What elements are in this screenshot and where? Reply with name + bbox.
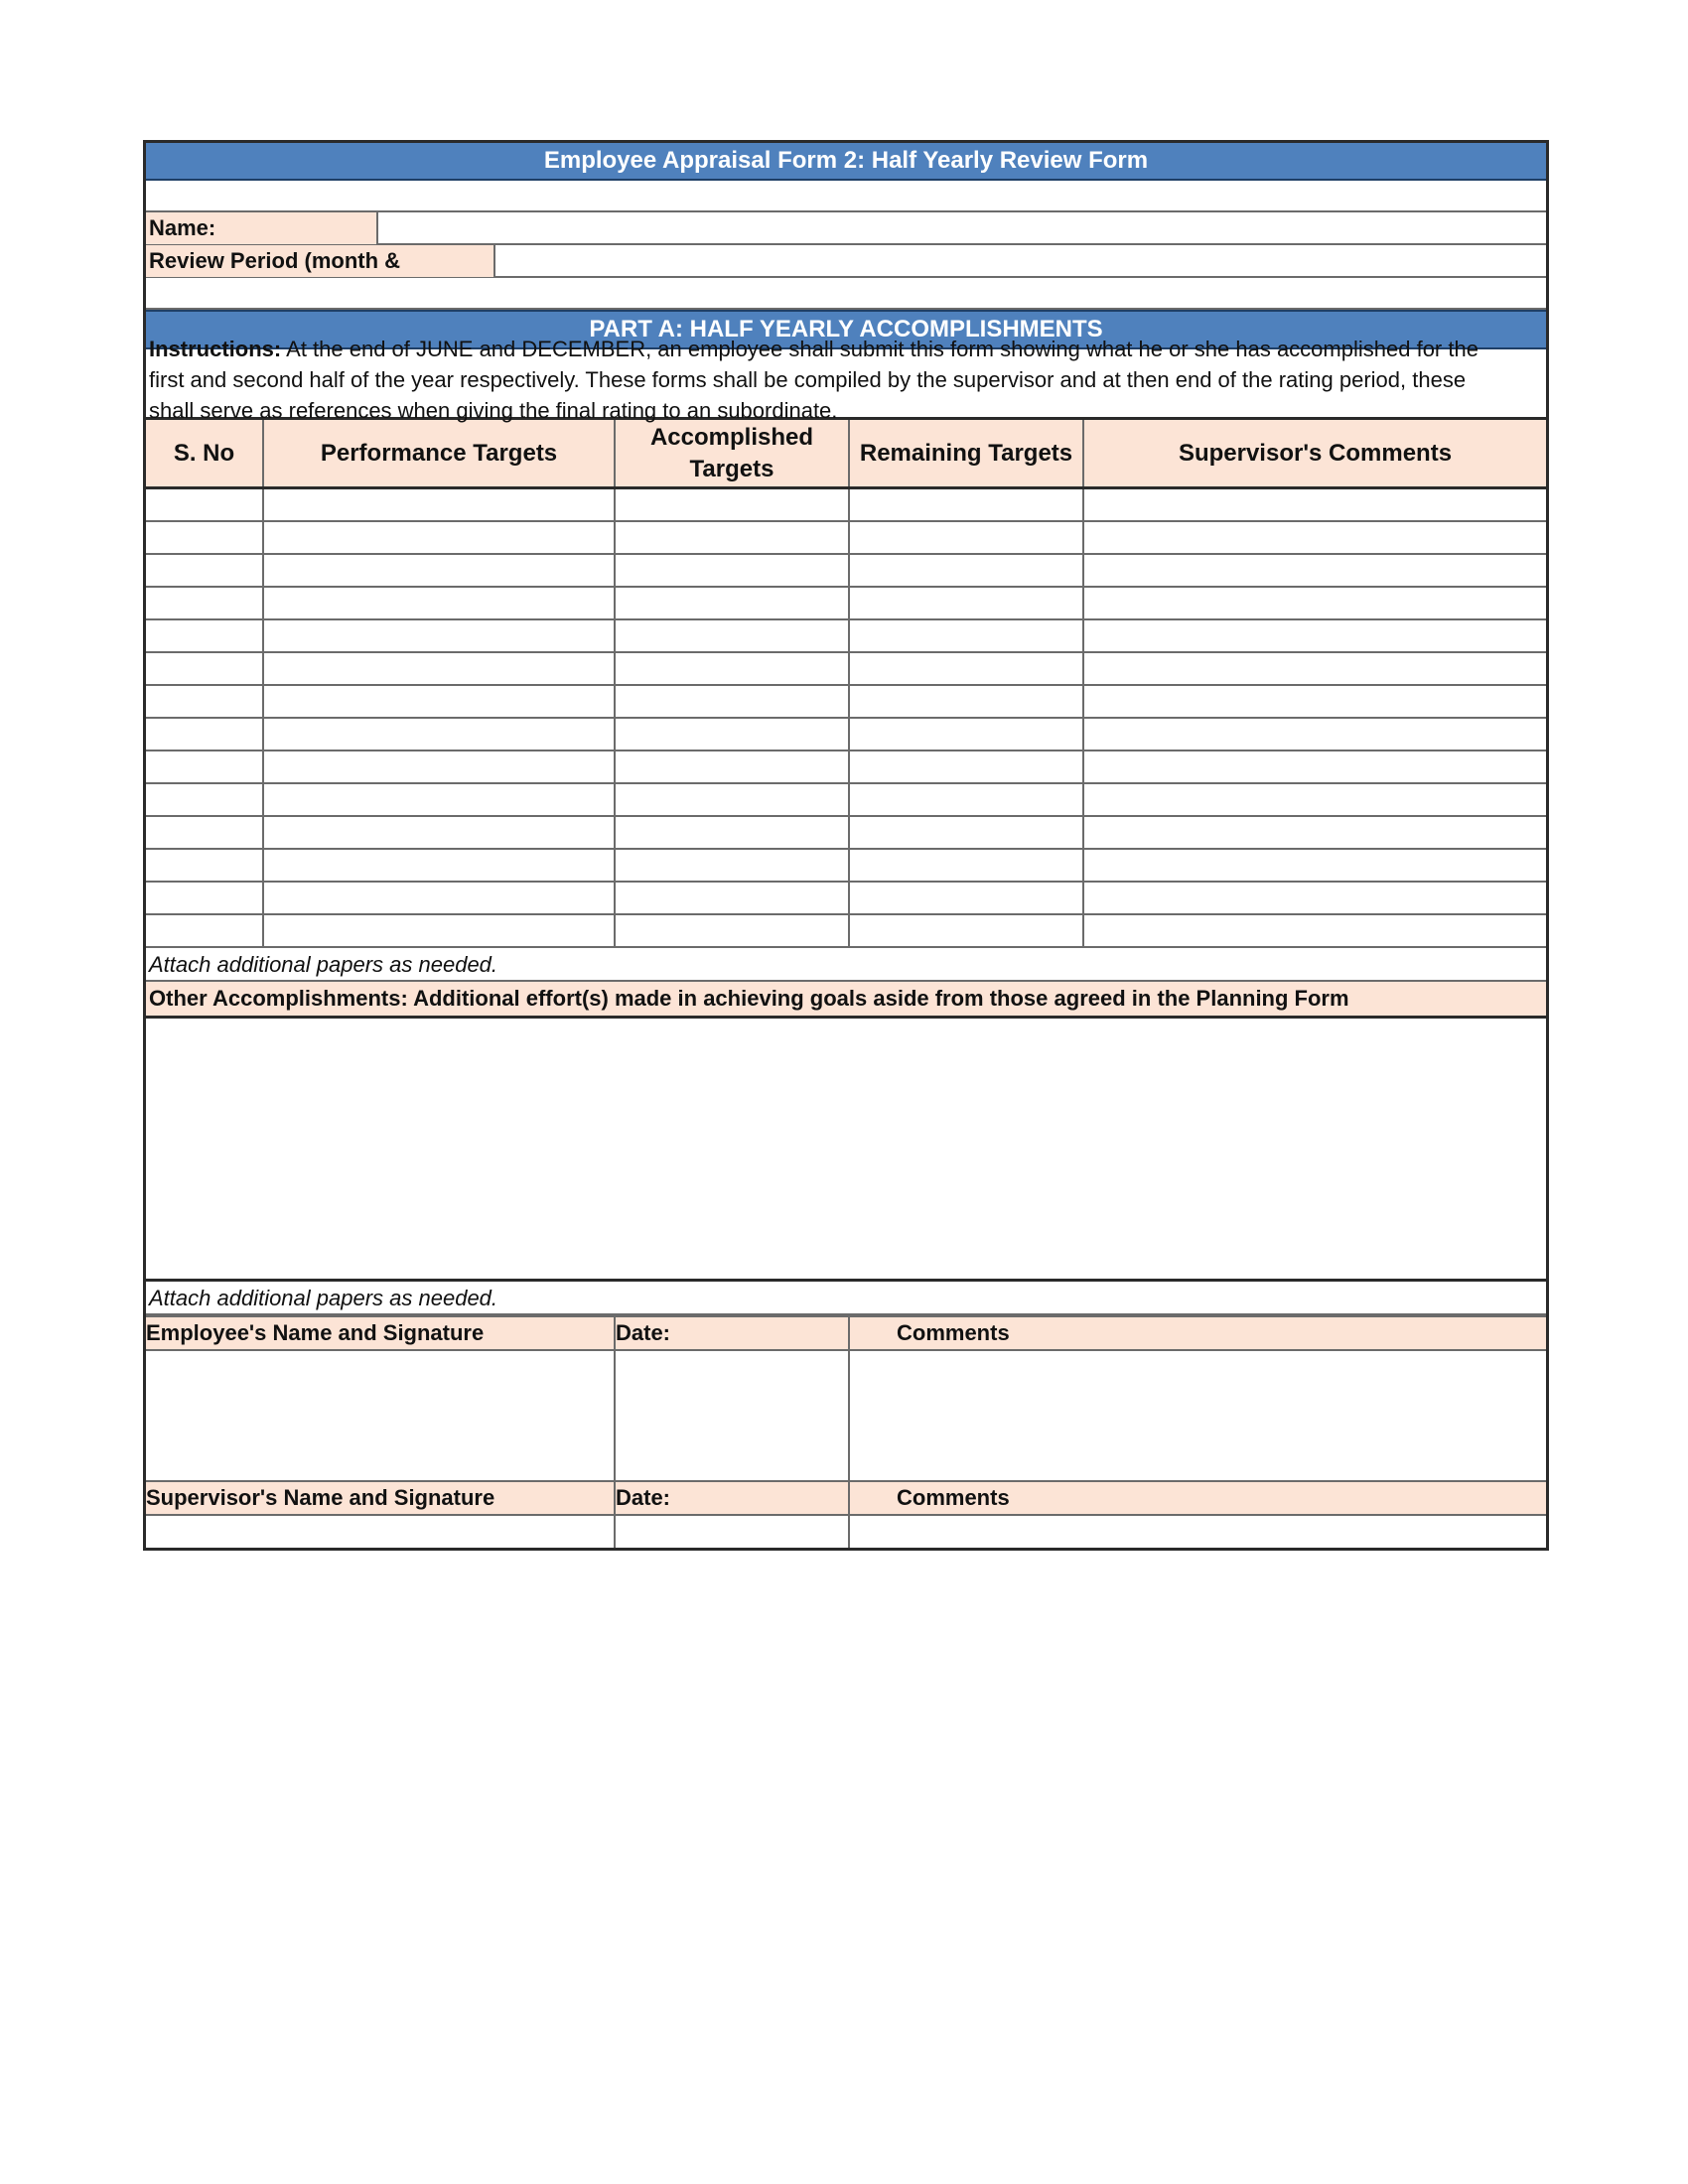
employee-signature-label: Employee's Name and Signature <box>146 1316 615 1350</box>
table-row <box>146 882 1546 914</box>
sno-cell[interactable] <box>146 783 263 816</box>
accomplished-target-cell[interactable] <box>615 751 849 783</box>
supervisor-signature-field[interactable] <box>146 1515 615 1548</box>
table-row <box>146 685 1546 718</box>
accomplished-target-cell[interactable] <box>615 718 849 751</box>
sno-cell[interactable] <box>146 554 263 587</box>
sno-cell[interactable] <box>146 882 263 914</box>
instructions-text: At the end of JUNE and DECEMBER, an employee shall submit this form showing what he or she has accomplished for the first and second half of the year respectively. These forms shall be compiled by the supervisor and at then end of the rating period, these shall serve as references when giving the final rating to an subordinate. <box>149 337 1478 423</box>
attach-note-1: Attach additional papers as needed. <box>146 948 1546 982</box>
sno-cell[interactable] <box>146 718 263 751</box>
col-supervisor-comments-header: Supervisor's Comments <box>1083 419 1546 488</box>
table-row <box>146 652 1546 685</box>
table-row <box>146 914 1546 947</box>
instructions-label: Instructions: <box>149 337 282 361</box>
employee-signature-header <box>146 1316 1546 1350</box>
remaining-target-cell[interactable] <box>849 619 1083 652</box>
sno-cell[interactable] <box>146 685 263 718</box>
supervisor-comment-cell[interactable] <box>1083 521 1546 554</box>
remaining-target-cell[interactable] <box>849 849 1083 882</box>
performance-target-cell[interactable] <box>263 587 615 619</box>
supervisor-date-label: Date: <box>615 1481 849 1515</box>
table-row <box>146 718 1546 751</box>
performance-target-cell[interactable] <box>263 718 615 751</box>
accomplished-target-cell[interactable] <box>615 914 849 947</box>
table-header-row <box>146 419 1546 488</box>
spacer-row <box>146 181 1546 212</box>
remaining-target-cell[interactable] <box>849 882 1083 914</box>
table-row <box>146 554 1546 587</box>
supervisor-comment-cell[interactable] <box>1083 718 1546 751</box>
table-row <box>146 587 1546 619</box>
col-accomplished-targets-header: Accomplished Targets <box>615 419 849 488</box>
employee-date-label: Date: <box>615 1316 849 1350</box>
remaining-target-cell[interactable] <box>849 521 1083 554</box>
performance-target-cell[interactable] <box>263 488 615 521</box>
supervisor-comment-cell[interactable] <box>1083 652 1546 685</box>
table-row <box>146 521 1546 554</box>
sno-cell[interactable] <box>146 751 263 783</box>
table-row <box>146 783 1546 816</box>
appraisal-form <box>143 140 1549 1551</box>
supervisor-comments-field[interactable] <box>849 1515 1546 1548</box>
review-period-label: Review Period (month & <box>146 245 495 277</box>
supervisor-comment-cell[interactable] <box>1083 783 1546 816</box>
employee-comments-field[interactable] <box>849 1350 1546 1481</box>
review-period-row <box>146 245 1546 278</box>
table-row <box>146 816 1546 849</box>
supervisor-comment-cell[interactable] <box>1083 816 1546 849</box>
table-row <box>146 751 1546 783</box>
targets-table <box>146 417 1546 948</box>
sno-cell[interactable] <box>146 849 263 882</box>
remaining-target-cell[interactable] <box>849 587 1083 619</box>
remaining-target-cell[interactable] <box>849 816 1083 849</box>
other-accomplishments-header: Other Accomplishments: Additional effort(s) made in achieving goals aside from those agreed in the Planning Form <box>146 982 1546 1019</box>
sno-cell[interactable] <box>146 652 263 685</box>
sno-cell[interactable] <box>146 619 263 652</box>
remaining-target-cell[interactable] <box>849 488 1083 521</box>
accomplished-target-cell[interactable] <box>615 521 849 554</box>
sno-cell[interactable] <box>146 521 263 554</box>
remaining-target-cell[interactable] <box>849 751 1083 783</box>
part-a-title: PART A: HALF YEARLY ACCOMPLISHMENTS <box>146 310 1546 349</box>
employee-date-field[interactable] <box>615 1350 849 1481</box>
performance-target-cell[interactable] <box>263 751 615 783</box>
accomplished-target-cell[interactable] <box>615 816 849 849</box>
accomplished-target-cell[interactable] <box>615 882 849 914</box>
performance-target-cell[interactable] <box>263 783 615 816</box>
supervisor-comment-cell[interactable] <box>1083 619 1546 652</box>
supervisor-signature-label: Supervisor's Name and Signature <box>146 1481 615 1515</box>
performance-target-cell[interactable] <box>263 521 615 554</box>
supervisor-comment-cell[interactable] <box>1083 882 1546 914</box>
table-row <box>146 488 1546 521</box>
table-row <box>146 619 1546 652</box>
employee-signature-field[interactable] <box>146 1350 615 1481</box>
other-accomplishments-field[interactable] <box>146 1019 1546 1282</box>
performance-target-cell[interactable] <box>263 619 615 652</box>
supervisor-comment-cell[interactable] <box>1083 488 1546 521</box>
accomplished-target-cell[interactable] <box>615 783 849 816</box>
col-sno-header: S. No <box>146 419 263 488</box>
instructions <box>146 337 1546 423</box>
accomplished-target-cell[interactable] <box>615 685 849 718</box>
supervisor-comments-label: Comments <box>849 1481 1546 1515</box>
accomplished-target-cell[interactable] <box>615 554 849 587</box>
supervisor-comment-cell[interactable] <box>1083 554 1546 587</box>
performance-target-cell[interactable] <box>263 816 615 849</box>
supervisor-date-field[interactable] <box>615 1515 849 1548</box>
performance-target-cell[interactable] <box>263 652 615 685</box>
supervisor-signature-header <box>146 1481 1546 1515</box>
remaining-target-cell[interactable] <box>849 783 1083 816</box>
attach-note-2: Attach additional papers as needed. <box>146 1282 1546 1315</box>
name-field[interactable] <box>378 212 1546 243</box>
sno-cell[interactable] <box>146 587 263 619</box>
employee-comments-label: Comments <box>849 1316 1546 1350</box>
name-row <box>146 212 1546 245</box>
accomplished-target-cell[interactable] <box>615 619 849 652</box>
spacer-row <box>146 278 1546 310</box>
supervisor-comment-cell[interactable] <box>1083 751 1546 783</box>
performance-target-cell[interactable] <box>263 554 615 587</box>
sno-cell[interactable] <box>146 914 263 947</box>
performance-target-cell[interactable] <box>263 882 615 914</box>
accomplished-target-cell[interactable] <box>615 587 849 619</box>
accomplished-target-cell[interactable] <box>615 849 849 882</box>
supervisor-comment-cell[interactable] <box>1083 685 1546 718</box>
remaining-target-cell[interactable] <box>849 914 1083 947</box>
supervisor-comment-cell[interactable] <box>1083 914 1546 947</box>
performance-target-cell[interactable] <box>263 849 615 882</box>
table-row <box>146 849 1546 882</box>
form-title: Employee Appraisal Form 2: Half Yearly Review Form <box>146 143 1546 181</box>
remaining-target-cell[interactable] <box>849 685 1083 718</box>
performance-target-cell[interactable] <box>263 914 615 947</box>
performance-target-cell[interactable] <box>263 685 615 718</box>
remaining-target-cell[interactable] <box>849 554 1083 587</box>
signature-table <box>146 1315 1546 1548</box>
sno-cell[interactable] <box>146 816 263 849</box>
accomplished-target-cell[interactable] <box>615 488 849 521</box>
name-label: Name: <box>146 212 378 244</box>
remaining-target-cell[interactable] <box>849 652 1083 685</box>
employee-signature-row <box>146 1350 1546 1481</box>
review-period-field[interactable] <box>495 245 1546 276</box>
accomplished-target-cell[interactable] <box>615 652 849 685</box>
col-performance-targets-header: Performance Targets <box>263 419 615 488</box>
remaining-target-cell[interactable] <box>849 718 1083 751</box>
sno-cell[interactable] <box>146 488 263 521</box>
supervisor-comment-cell[interactable] <box>1083 849 1546 882</box>
col-remaining-targets-header: Remaining Targets <box>849 419 1083 488</box>
supervisor-comment-cell[interactable] <box>1083 587 1546 619</box>
supervisor-signature-row <box>146 1515 1546 1548</box>
